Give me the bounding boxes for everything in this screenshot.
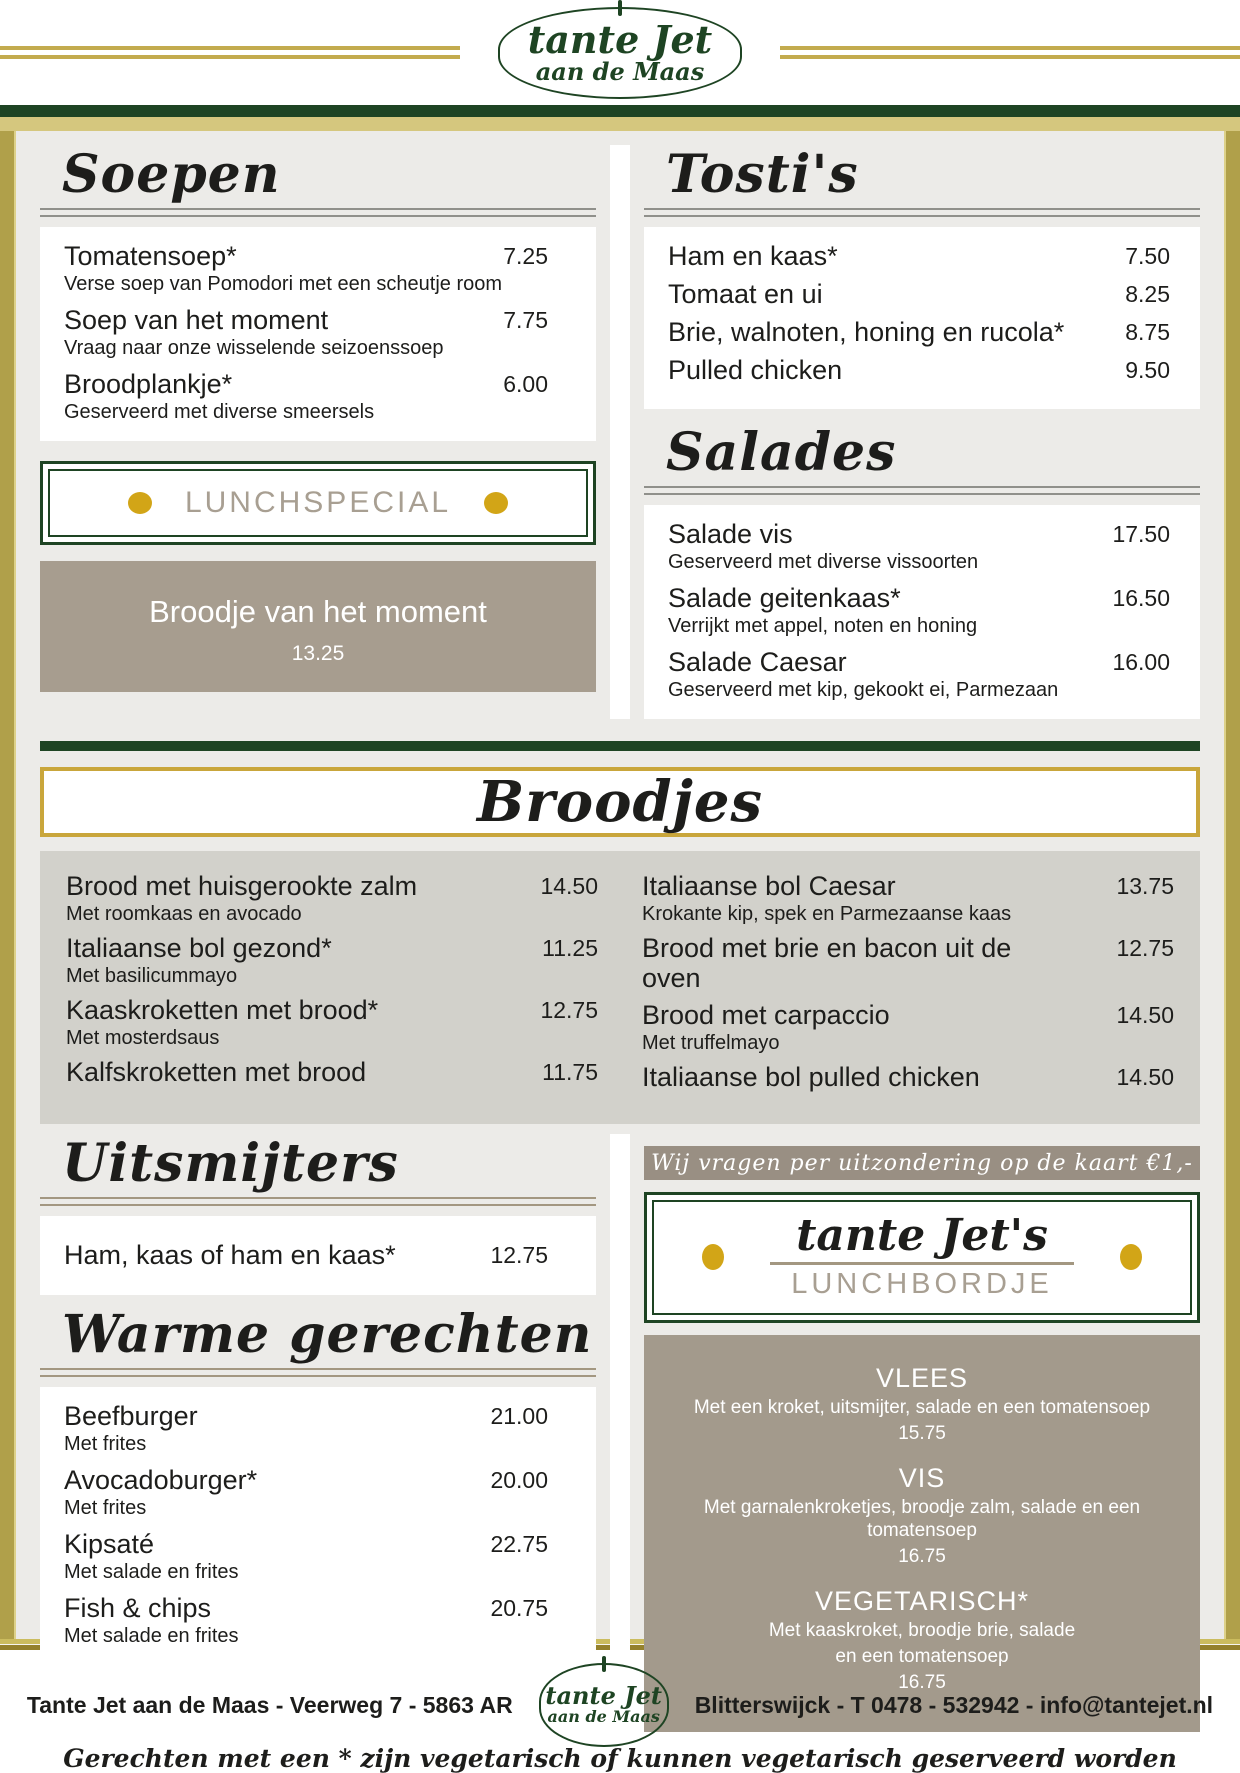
item-name: Kaaskroketten met brood* <box>66 995 379 1025</box>
menu-item <box>642 933 1174 993</box>
vegetarian-note: Gerechten met een * zijn vegetarisch of kunnen vegetarisch geserveerd worden <box>63 1744 1177 1773</box>
item-desc: Met frites <box>64 1497 147 1519</box>
khaki-divider-top <box>0 117 1240 131</box>
brand-logo <box>539 1663 669 1747</box>
item-price: 11.75 <box>542 1059 598 1085</box>
menu-item <box>668 519 1170 575</box>
menu-item <box>64 369 548 425</box>
option-price: 16.75 <box>898 1672 946 1693</box>
footer-contact: Blitterswijck - T 0478 - 532942 - info@tantejet.nl <box>694 1691 1214 1718</box>
broodjes-right-column <box>642 871 1174 1100</box>
warme-gerechten-card <box>40 1387 596 1665</box>
item-price: 14.50 <box>1116 1002 1174 1028</box>
brand-name: tante Jet <box>527 16 713 62</box>
item-name: Salade vis <box>668 519 793 549</box>
item-desc: Met roomkaas en avocado <box>66 903 302 925</box>
item-price: 17.50 <box>1112 521 1170 547</box>
item-desc: Geserveerd met diverse smeersels <box>64 401 375 423</box>
column-left <box>40 1134 596 1732</box>
menu-item <box>64 1240 548 1271</box>
menu-item <box>668 355 1170 386</box>
menu-item <box>66 871 598 926</box>
item-desc: Met salade en frites <box>64 1625 239 1647</box>
item-price: 11.25 <box>542 935 598 961</box>
menu-item <box>64 1401 548 1457</box>
item-price: 22.75 <box>490 1531 548 1557</box>
item-name: Ham en kaas* <box>668 241 838 271</box>
item-price: 14.50 <box>540 873 598 899</box>
column-gap <box>596 145 644 719</box>
column-left <box>40 145 596 719</box>
lunchbordje-option <box>668 1463 1176 1568</box>
menu-item <box>668 647 1170 703</box>
menu-item <box>64 305 548 361</box>
green-divider-top <box>0 105 1240 117</box>
lunchbordje-panel <box>644 1335 1200 1732</box>
item-name: Brood met brie en bacon uit de oven <box>642 933 1012 993</box>
brand-logo <box>498 7 742 99</box>
menu-item <box>668 241 1170 272</box>
header-band <box>0 0 1240 105</box>
item-price: 16.50 <box>1112 585 1170 611</box>
bottom-columns <box>40 1134 1200 1732</box>
item-desc: Geserveerd met diverse vissoorten <box>668 551 979 573</box>
green-divider-mid <box>40 741 1200 751</box>
item-price: 20.75 <box>490 1595 548 1621</box>
soepen-rule <box>40 208 596 217</box>
gold-dot-icon <box>128 492 152 514</box>
lunchbordje-option <box>668 1586 1176 1694</box>
item-price: 7.25 <box>503 243 548 269</box>
menu-item <box>64 1593 548 1649</box>
item-price: 13.75 <box>1116 873 1174 899</box>
item-price: 13.25 <box>291 642 345 665</box>
item-desc: Met mosterdsaus <box>66 1027 220 1049</box>
item-price: 12.75 <box>540 997 598 1023</box>
column-right <box>644 1134 1200 1732</box>
tostis-card <box>644 227 1200 409</box>
lunchbordje-box <box>644 1192 1200 1323</box>
item-price: 12.75 <box>490 1242 548 1268</box>
brand-name-sub: aan de Maas <box>547 1707 660 1726</box>
option-price: 15.75 <box>898 1423 946 1444</box>
menu-item <box>66 995 598 1050</box>
option-name: VIS <box>898 1463 946 1493</box>
item-name: Brie, walnoten, honing en rucola* <box>668 317 1065 347</box>
gold-dot-icon <box>1120 1244 1142 1270</box>
item-desc: Met basilicummayo <box>66 965 238 987</box>
menu-item <box>64 241 548 297</box>
gold-dot-icon <box>484 492 508 514</box>
broodjes-panel <box>40 851 1200 1124</box>
item-price: 21.00 <box>490 1403 548 1429</box>
menu-item <box>642 871 1174 926</box>
item-desc: Krokante kip, spek en Parmezaanse kaas <box>642 903 1012 925</box>
gold-line-right <box>780 46 1240 59</box>
column-gap <box>596 1134 644 1732</box>
item-name: Brood met carpaccio <box>642 1000 890 1030</box>
column-right <box>644 145 1200 719</box>
item-name: Soep van het moment <box>64 305 329 335</box>
gold-dot-icon <box>702 1244 724 1270</box>
item-name: Salade geitenkaas* <box>668 583 901 613</box>
item-desc: Verse soep van Pomodori met een scheutje room <box>64 273 503 295</box>
option-price: 16.75 <box>898 1546 946 1567</box>
item-desc: Verrijkt met appel, noten en honing <box>668 615 978 637</box>
option-name: VEGETARISCH* <box>814 1586 1030 1616</box>
warme-gerechten-rule <box>40 1368 596 1377</box>
menu-item <box>642 1000 1174 1055</box>
vertical-divider <box>610 1134 630 1732</box>
broodjes-title: Broodjes <box>476 769 764 835</box>
option-desc: en een tomatensoep <box>835 1646 1009 1667</box>
tostis-rule <box>644 208 1200 217</box>
menu-item <box>66 1057 598 1088</box>
item-name: Broodje van het moment <box>149 594 487 629</box>
tostis-title: Tosti's <box>666 144 859 205</box>
item-price: 9.50 <box>1125 357 1170 383</box>
item-name: Italiaanse bol Caesar <box>642 871 896 901</box>
item-name: Broodplankje* <box>64 369 233 399</box>
uitsmijters-rule <box>40 1197 596 1206</box>
menu-item <box>642 1062 1174 1093</box>
menu-item <box>64 1465 548 1521</box>
item-name: Italiaanse bol gezond* <box>66 933 332 963</box>
lunchspecial-box <box>40 461 596 545</box>
item-desc: Met salade en frites <box>64 1561 239 1583</box>
item-name: Tomaat en ui <box>668 279 823 309</box>
gold-line-left <box>0 46 460 59</box>
brand-name: tante Jet <box>545 1681 662 1710</box>
lunchbordje-script-title: tante Jet's <box>770 1212 1074 1265</box>
salades-card <box>644 505 1200 719</box>
item-name: Salade Caesar <box>668 647 847 677</box>
item-name: Pulled chicken <box>668 355 843 385</box>
uitsmijters-card <box>40 1216 596 1295</box>
item-name: Ham, kaas of ham en kaas* <box>64 1240 396 1270</box>
item-name: Brood met huisgerookte zalm <box>66 871 418 901</box>
item-price: 7.75 <box>503 307 548 333</box>
top-columns <box>40 145 1200 719</box>
item-name: Kalfskroketten met brood <box>66 1057 367 1087</box>
salades-rule <box>644 486 1200 495</box>
soepen-card <box>40 227 596 441</box>
item-name: Italiaanse bol pulled chicken <box>642 1062 980 1092</box>
lunchbordje-option <box>668 1363 1176 1445</box>
broodjes-left-column <box>66 871 598 1100</box>
menu-item <box>668 583 1170 639</box>
item-desc: Met frites <box>64 1433 147 1455</box>
item-name: Beefburger <box>64 1401 198 1431</box>
item-price: 16.00 <box>1112 649 1170 675</box>
item-price: 8.75 <box>1125 319 1170 345</box>
uitsmijters-title: Uitsmijters <box>62 1133 399 1194</box>
lunchspecial-item-box <box>40 561 596 692</box>
item-desc: Vraag naar onze wisselende seizoenssoep <box>64 337 444 359</box>
salades-title: Salades <box>666 422 897 483</box>
soepen-title: Soepen <box>62 144 281 205</box>
option-desc: Met garnalenkroketjes, broodje zalm, salade en een tomatensoep <box>703 1497 1141 1541</box>
item-price: 12.75 <box>1116 935 1174 961</box>
item-desc: Met truffelmayo <box>642 1032 780 1054</box>
menu-item <box>668 279 1170 310</box>
item-price: 14.50 <box>1116 1064 1174 1090</box>
item-name: Kipsaté <box>64 1529 155 1559</box>
menu-item <box>668 317 1170 348</box>
item-name: Tomatensoep* <box>64 241 237 271</box>
warme-gerechten-title: Warme gerechten <box>62 1304 593 1365</box>
item-name: Avocadoburger* <box>64 1465 258 1495</box>
footer-address: Tante Jet aan de Maas - Veerweg 7 - 5863 AR <box>26 1691 513 1718</box>
lunchbordje-subtitle: LUNCHBORDJE <box>791 1268 1053 1300</box>
item-name: Fish & chips <box>64 1593 212 1623</box>
menu-item <box>64 1529 548 1585</box>
item-price: 6.00 <box>503 371 548 397</box>
lunchspecial-label: LUNCHSPECIAL <box>184 486 452 519</box>
brand-name-sub: aan de Maas <box>535 56 705 86</box>
item-price: 7.50 <box>1125 243 1170 269</box>
broodjes-banner <box>40 767 1200 837</box>
menu-item <box>66 933 598 988</box>
surcharge-note: Wij vragen per uitzondering op de kaart €1,- <box>644 1146 1200 1180</box>
option-desc: Met een kroket, uitsmijter, salade en een tomatensoep <box>693 1397 1151 1418</box>
option-name: VLEES <box>875 1363 969 1393</box>
item-desc: Geserveerd met kip, gekookt ei, Parmezaan <box>668 679 1059 701</box>
item-price: 8.25 <box>1125 281 1170 307</box>
option-desc: Met kaaskroket, broodje brie, salade <box>768 1620 1076 1641</box>
vertical-divider <box>610 145 630 719</box>
item-price: 20.00 <box>490 1467 548 1493</box>
